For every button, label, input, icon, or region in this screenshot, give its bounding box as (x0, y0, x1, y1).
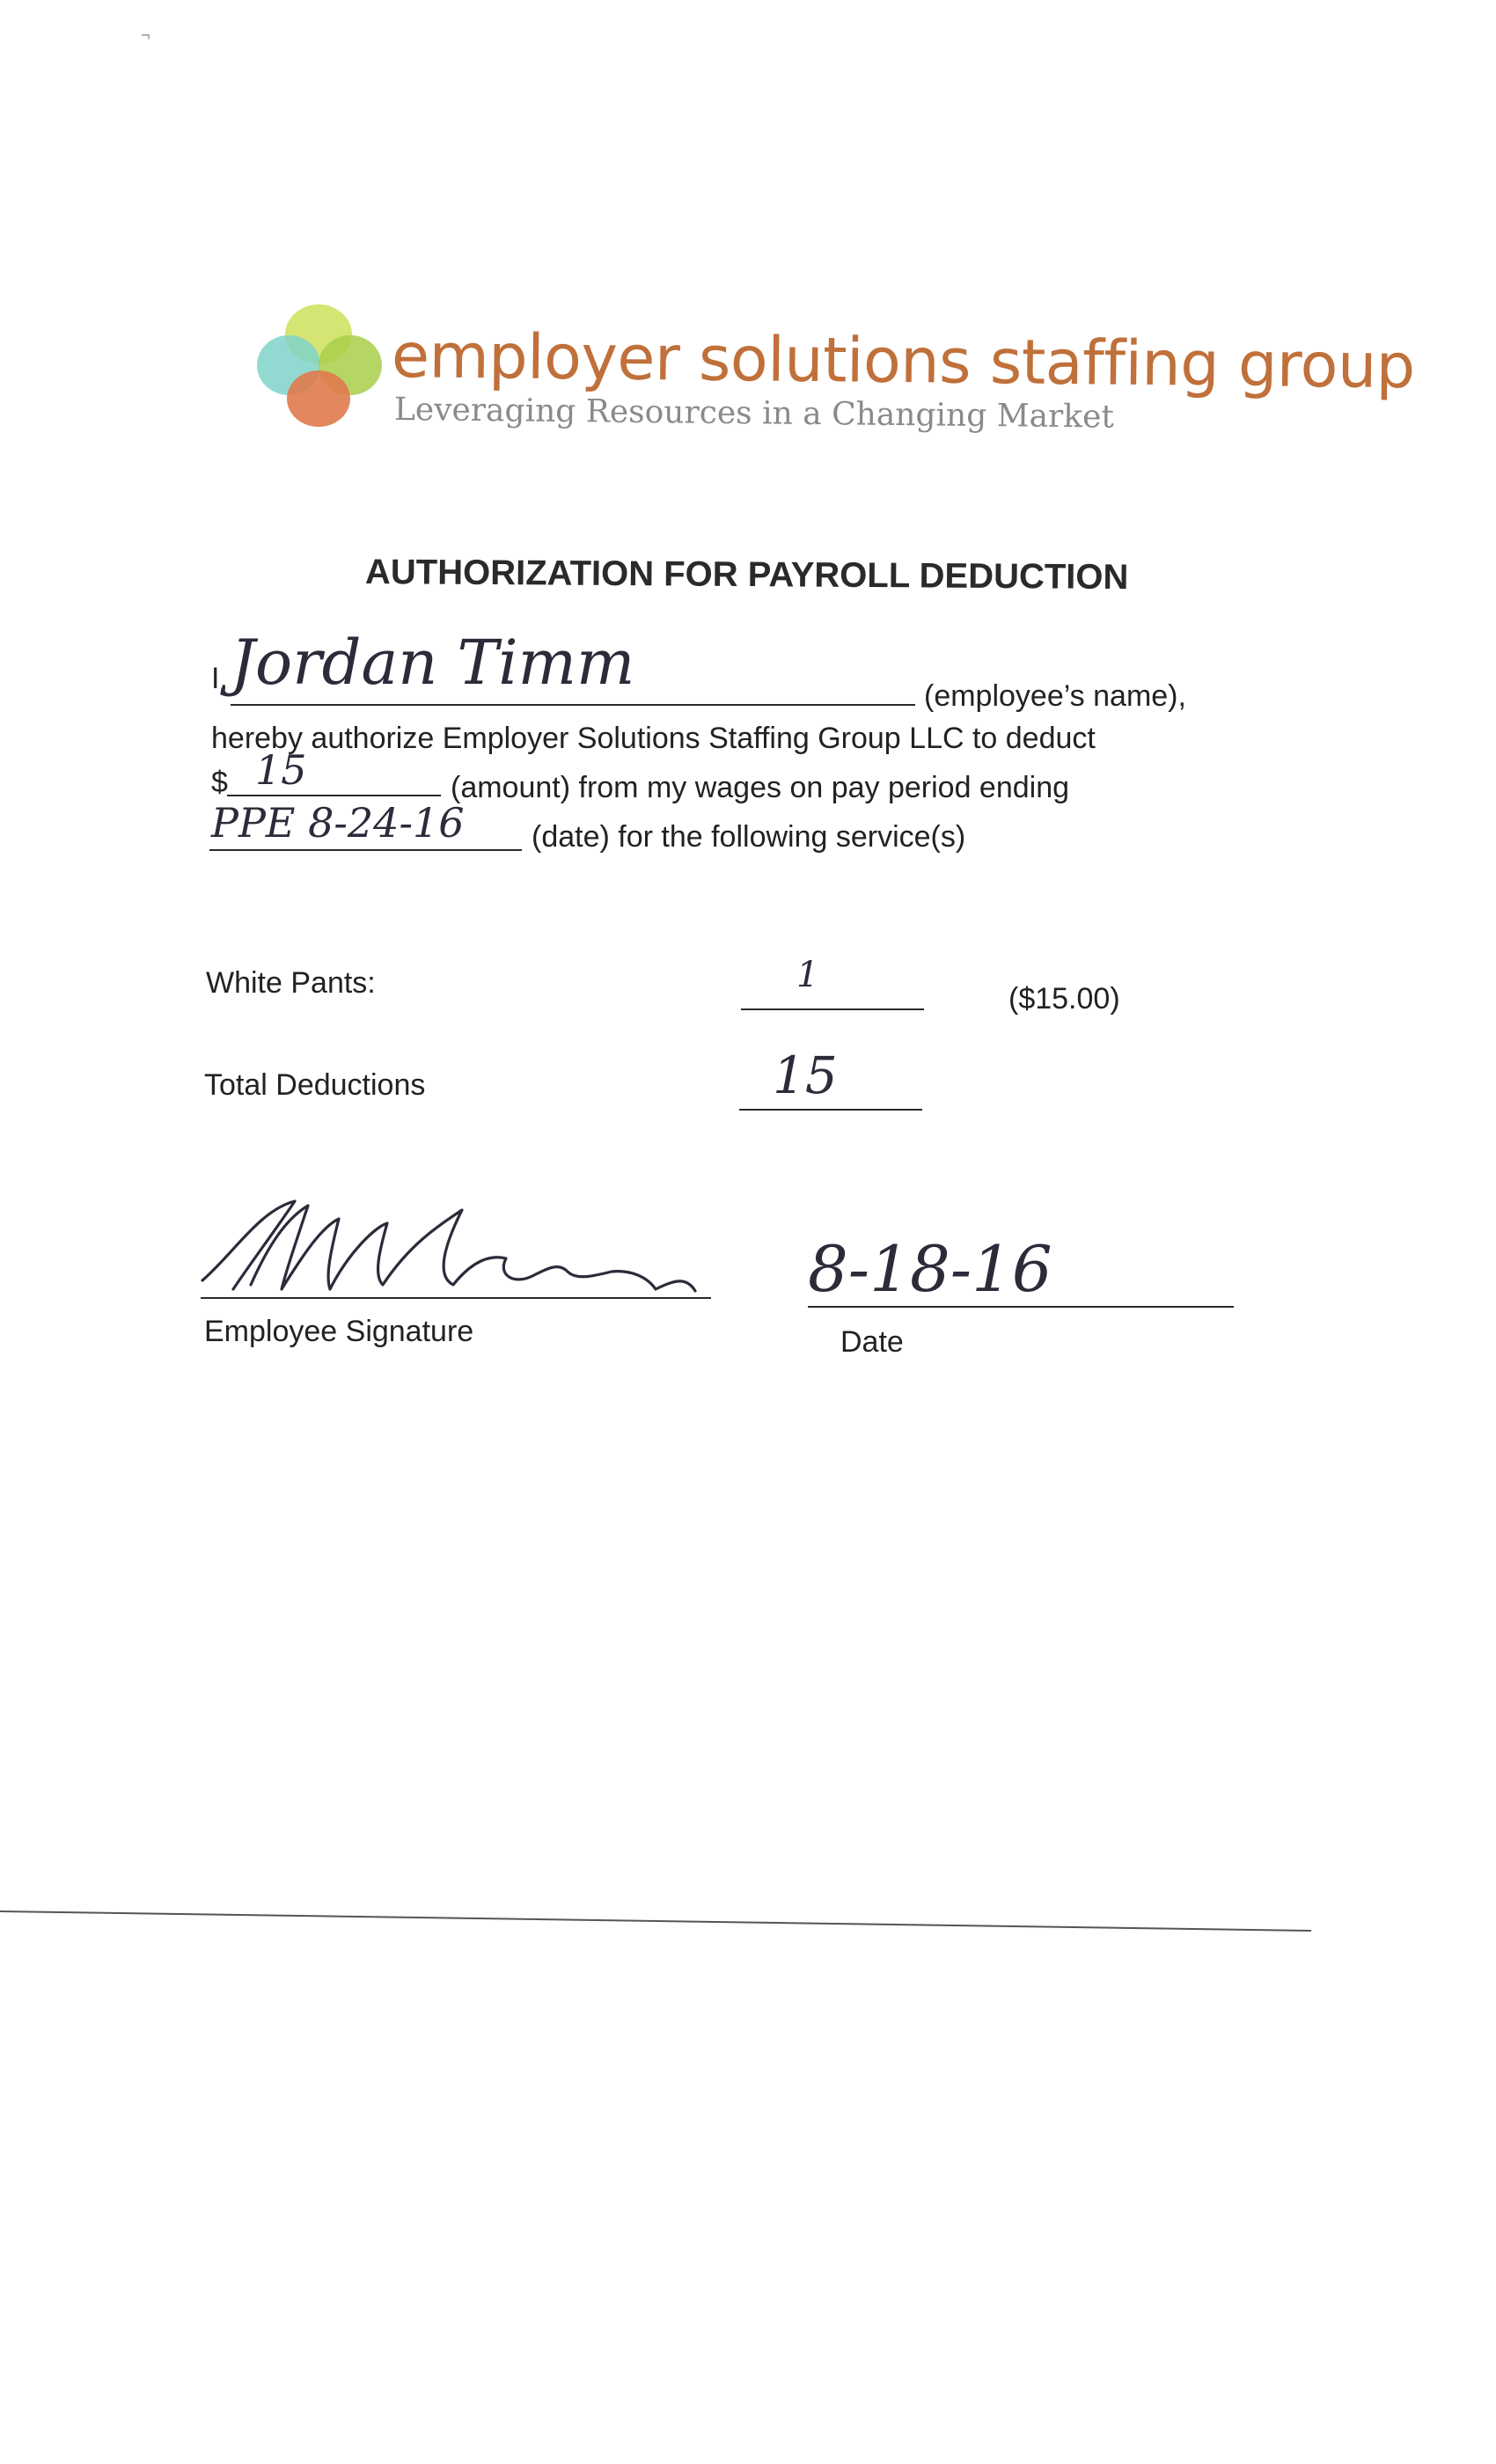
employee-signature-line (201, 1297, 711, 1299)
brand-tagline: Leveraging Resources in a Changing Market (393, 392, 1115, 436)
scan-artifact: ¬ (141, 26, 150, 44)
signed-date-handwritten: 8-18-16 (808, 1232, 1052, 1306)
total-value-line (739, 1109, 922, 1111)
total-value-handwritten: 15 (773, 1045, 838, 1105)
date-label: (date) for the following service(s) (532, 820, 966, 854)
scan-fold-line (0, 1908, 1320, 1934)
authorize-text: hereby authorize Employer Solutions Staffing Group LLC to deduct (211, 722, 1096, 755)
company-logo (255, 304, 1416, 453)
form-title: AUTHORIZATION FOR PAYROLL DEDUCTION (364, 553, 1129, 598)
amount-line (227, 795, 441, 796)
item-quantity-line (741, 1008, 924, 1010)
dollar-sign: $ (211, 766, 228, 799)
employee-name-handwritten: Jordan Timm (231, 627, 635, 699)
total-label: Total Deductions (204, 1068, 426, 1102)
item-price: ($15.00) (1008, 982, 1120, 1016)
signed-date-label: Date (840, 1325, 904, 1359)
employee-name-label: (employee’s name), (924, 679, 1186, 713)
logo-petals-icon (255, 304, 387, 436)
employee-name-line (231, 704, 915, 706)
amount-handwritten: 15 (255, 746, 307, 794)
pay-period-date-handwritten: PPE 8-24-16 (211, 799, 465, 847)
pay-period-date-line (209, 849, 522, 851)
item-label: White Pants: (206, 966, 376, 1000)
signed-date-line (808, 1306, 1234, 1308)
employee-signature-label: Employee Signature (204, 1315, 474, 1348)
item-quantity-handwritten: 1 (796, 955, 819, 995)
line1-prefix: I, (211, 662, 228, 695)
amount-label: (amount) from my wages on pay period ending (451, 771, 1070, 804)
brand-name: employer solutions staffing group (391, 319, 1416, 403)
